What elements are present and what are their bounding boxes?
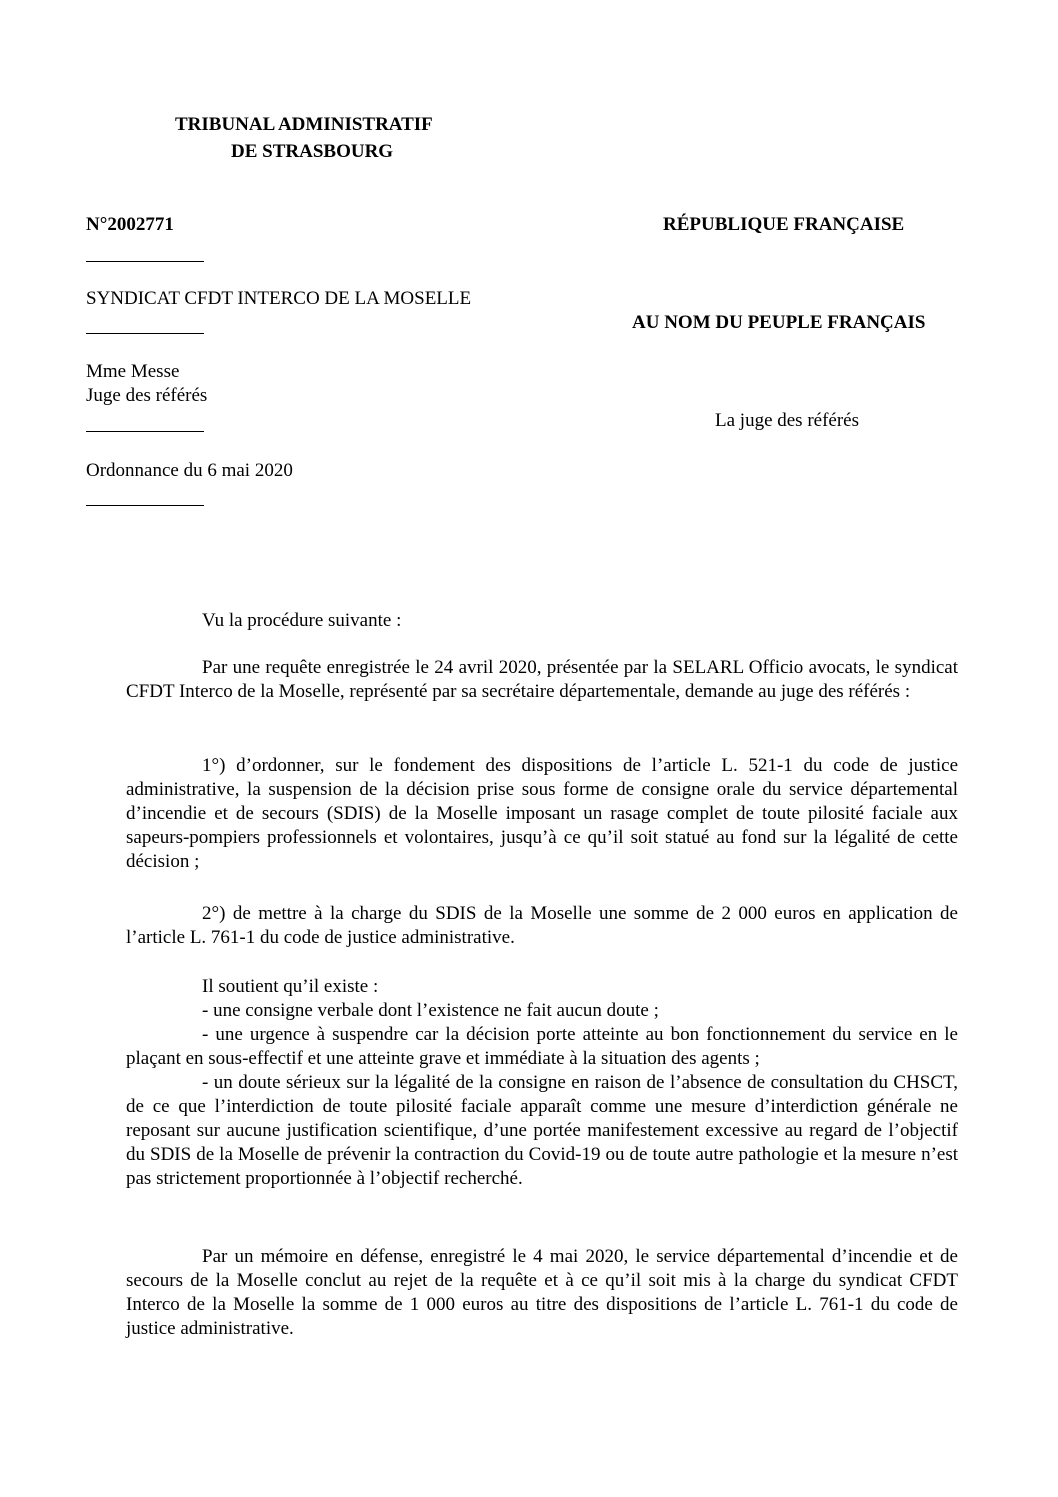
body-p4-block: [126, 902, 958, 950]
argument-3: - un doute sérieux sur la légalité de la consigne en raison de l’absence de consultation du CHSCT, de ce que l’interdiction de toute pilosité faciale apparaît comme une mesure d’interdiction générale ne reposant sur aucune justification scientifique, d’une portée manifestement excessive au regard de l’objectif du SDIS de la Moselle de prévenir la contraction du Covid-19 ou de toute autre pathologie et la mesure n’est pas strictement proportionnée à l’objectif recherché.: [126, 1072, 958, 1189]
argument-2: - une urgence à suspendre car la décision porte atteinte au bon fonctionnement du service en le plaçant en sous-effectif et une atteinte grave et immédiate à la situation des agents ;: [126, 1024, 958, 1069]
argument-1: - une consigne verbale dont l’existence ne fait aucun doute ;: [202, 1000, 659, 1021]
republic-heading: RÉPUBLIQUE FRANÇAISE: [663, 214, 905, 235]
party-name: SYNDICAT CFDT INTERCO DE LA MOSELLE: [86, 288, 472, 309]
arguments-intro: Il soutient qu’il existe :: [202, 976, 379, 997]
judge-role: Juge des référés: [86, 385, 208, 406]
divider-1: [86, 261, 204, 262]
court-name-line2: DE STRASBOURG: [231, 141, 394, 162]
request-item-2: 2°) de mettre à la charge du SDIS de la Moselle une somme de 2 000 euros en application de l’article L. 761-1 du code de justice administrative.: [126, 903, 958, 948]
court-name-line1: TRIBUNAL ADMINISTRATIF: [175, 114, 433, 135]
divider-2: [86, 333, 204, 334]
judge-title-right: La juge des référés: [715, 410, 860, 431]
body-p1-block: [126, 609, 958, 633]
body-p5-block: [126, 975, 958, 1191]
defense-paragraph: Par un mémoire en défense, enregistré le 4 mai 2020, le service départemental d’incendie et de secours de la Moselle conclut au rejet de la requête et à ce qu’il soit mis à la charge du syndicat CFDT Interco de la Moselle la somme de 1 000 euros au titre des dispositions de l’article L. 761-1 du code de justice administrative.: [126, 1246, 958, 1339]
body-p3-block: [126, 754, 958, 874]
ordonnance-date: Ordonnance du 6 mai 2020: [86, 460, 293, 481]
body-p2-block: [126, 656, 958, 704]
procedure-intro: Vu la procédure suivante :: [202, 610, 402, 631]
request-item-1: 1°) d’ordonner, sur le fondement des dispositions de l’article L. 521-1 du code de justice administrative, la suspension de la décision prise sous forme de consigne orale du service départemental d’incendie et de secours (SDIS) de la Moselle imposant un rasage complet de toute pilosité faciale aux sapeurs-pompiers professionnels et volontaires, jusqu’à ce qu’il soit statué au fond sur la légalité de cette décision ;: [126, 755, 958, 872]
divider-3: [86, 431, 204, 432]
case-number: N°2002771: [86, 214, 174, 235]
judge-name: Mme Messe: [86, 361, 180, 382]
body-p9-block: [126, 1245, 958, 1341]
request-paragraph: Par une requête enregistrée le 24 avril 2020, présentée par la SELARL Officio avocats, le syndicat CFDT Interco de la Moselle, représenté par sa secrétaire départementale, demande au juge des référés :: [126, 657, 958, 702]
divider-4: [86, 505, 204, 506]
in-name-of-people: AU NOM DU PEUPLE FRANÇAIS: [632, 312, 926, 333]
